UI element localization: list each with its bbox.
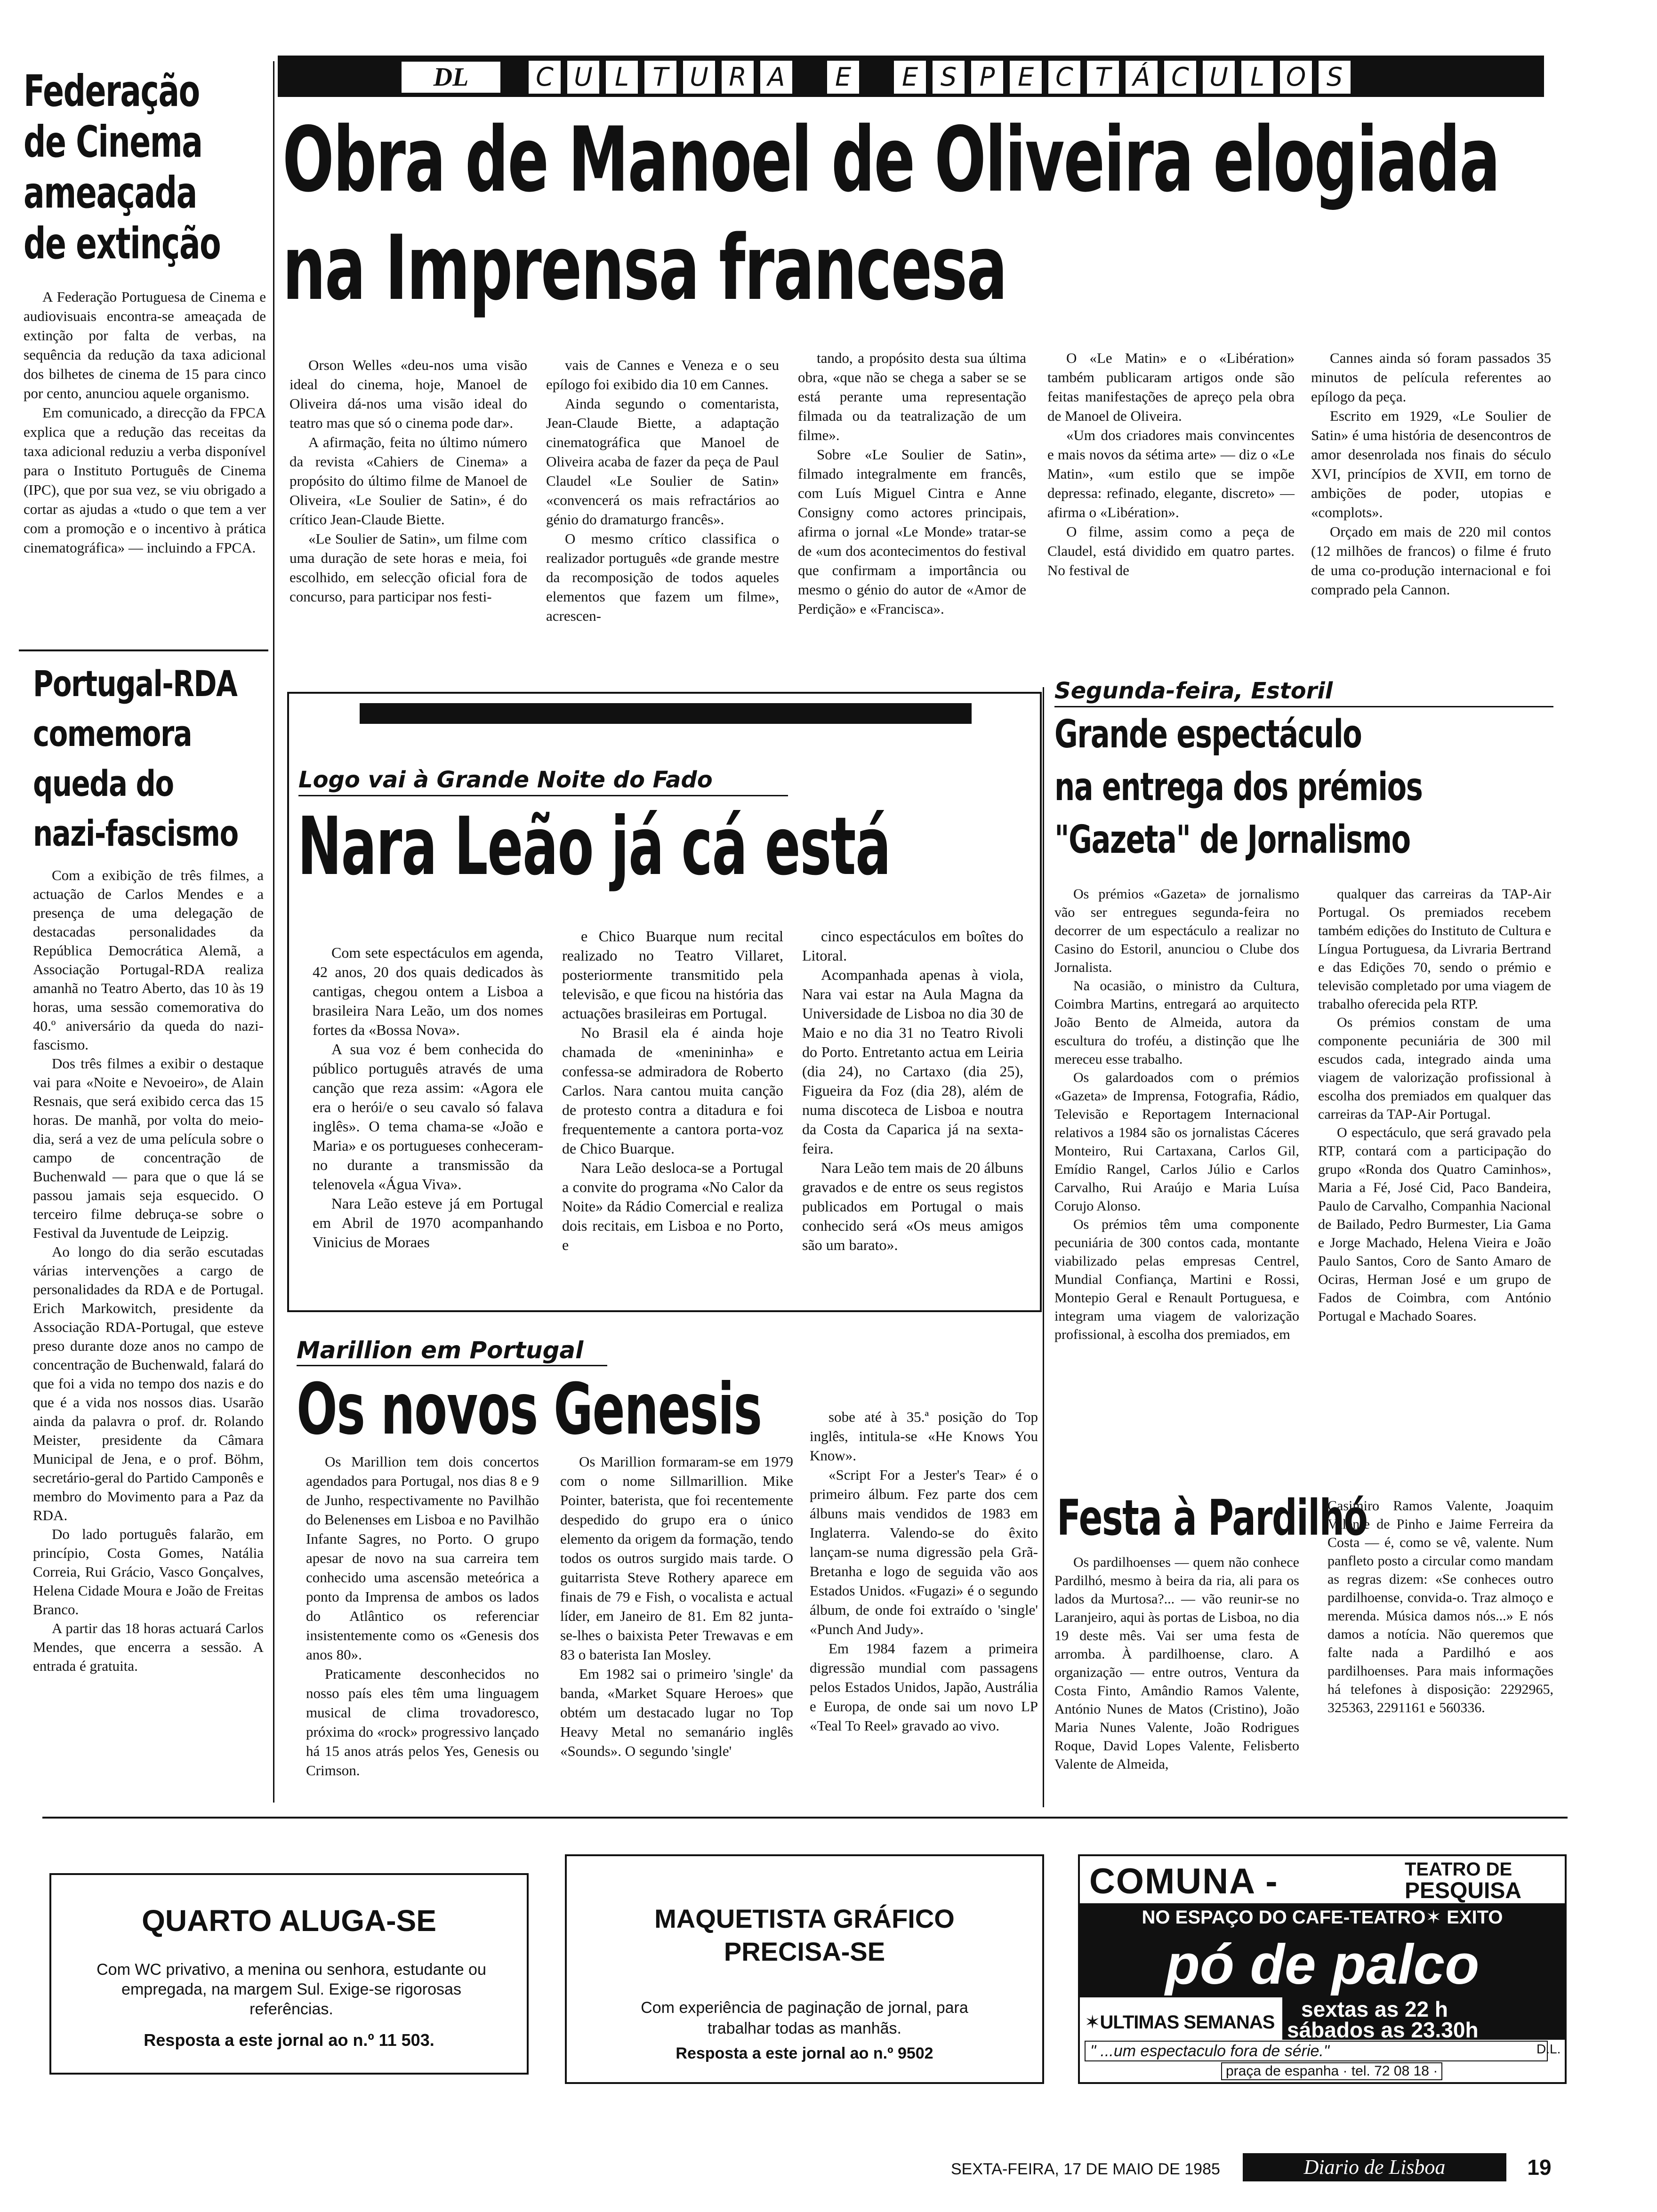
nara-column-1 [313,943,543,1252]
paragraph: Ainda segundo o comentarista, Jean-Claude Biette, a adaptação cinematográfica que Manoel de Oliveira acaba de fazer da peça de Paul Claudel «Le Soulier de Satin» «convencerá os mais refractários ao génio do dramaturgo francês». [546,395,779,528]
genesis-column-1 [306,1452,539,1780]
genesis-column-3 [810,1407,1038,1735]
paragraph: tando, a propósito desta sua última obra, «que não se chega a saber se se está perante uma representação filmada ou da teatralização de um filme». [798,350,1026,443]
comuna-sextas: sextas as 22 h [1301,1997,1448,2021]
gazeta-column-2 [1318,885,1551,1325]
portugal-rda-headline-line: comemora [33,713,192,754]
gazeta-headline [1054,708,1553,866]
paragraph: O «Le Matin» e o «Libération» também publicaram artigos onde são feitas manifestações de apreço pela obra de Manoel de Oliveira. [1047,350,1295,424]
gazeta-headline-line: "Gazeta" de Jornalismo [1054,817,1410,862]
portugal-rda-headline-line: queda do [33,762,174,804]
section-title-letter: U [682,59,716,95]
section-title-letter: E [893,59,927,95]
paragraph: Em 1982 sai o primeiro 'single' da banda, «Market Square Heroes» que obtém um destacado lugar no Top Heavy Metal no semanário inglês «Sounds». O segundo 'single' [560,1666,793,1759]
footer-page-number: 19 [1527,2155,1552,2180]
genesis-column-2 [560,1452,793,1761]
paragraph: Em 1984 fazem a primeira digressão mundial com passagens pelos Estados Unidos, Japão, Austrália e Europa, de onde sai um novo LP «Teal To Reel» gravado ao vivo. [810,1640,1038,1734]
ad-response: Resposta a este jornal ao n.º 9502 [676,2044,933,2062]
paragraph: Orçado em mais de 220 mil contos (12 milhões de francos) o filme é fruto de uma co-produção internacional e foi comprado pela Cannon. [1311,523,1551,598]
paragraph: Os prémios têm uma componente pecuniária de 300 contos cada, montante viabilizado pelas empresas Centrel, Mundial Confiança, Martini e Rossi, Montepio Geral e Renault Portuguesa, e integram uma viagem de valorização profissional, à escolha dos premiados, em [1054,1217,1299,1342]
section-masthead [278,56,1544,97]
comuna-brand: COMUNA - [1089,1861,1279,1901]
nara-kicker: Logo vai à Grande Noite do Fado [298,767,713,793]
paragraph: Cannes ainda só foram passados 35 minutos de película referentes ao epílogo da peça. [1311,350,1551,405]
ad-response: Resposta a este jornal ao n.º 11 503. [144,2030,434,2050]
nara-leao-box [287,692,1042,1312]
gazeta-headline-line: na entrega dos prémios [1054,765,1423,809]
comuna-ultimas: ✶ULTIMAS SEMANAS [1085,2012,1275,2033]
paragraph: Os Marillion formaram-se em 1979 com o nome Sillmarillion. Mike Pointer, baterista, que foi recentemente despedido do grupo era o único elemento da origem da formação, tendo todos os outros surgido mais tarde. O guitarrista Steve Rothery aparece em finais de 79 e Fish, o vocalista e actual líder, em Janeiro de 81. Em 82 junta-se-lhes o baixista Peter Trewavas e em 83 o baterista Ian Mosley. [560,1453,793,1663]
comuna-teatro: TEATRO DE [1405,1859,1512,1880]
comuna-tagline: " ...um espectaculo fora de série." [1085,2041,1548,2061]
paragraph: Nara Leão desloca-se a Portugal a convite do programa «No Calor da Noite» da Rádio Comercial e realiza dois recitais, em Lisboa e no Porto, e [562,1159,783,1253]
column-rule [1043,687,1044,1807]
federacao-headline-line: de extinção [24,218,221,269]
section-title-letter: R [720,59,755,95]
nara-column-3 [802,927,1023,1255]
gazeta-column-1 [1054,885,1299,1344]
section-title-letter: E [826,59,861,95]
black-bar [360,703,972,724]
ad-title: QUARTO ALUGA-SE [142,1904,436,1938]
paragraph: Sobre «Le Soulier de Satin», filmado integralmente em francês, com Luís Miguel Cintra e Anne Consigny como actores principais, afirma o jornal «Le Monde» tratar-se de «um dos acontecimentos do festival que confirmam a importância ou mesmo o génio do autor de «Amor de Perdição» e «Francisca». [798,446,1026,617]
paragraph: «Le Soulier de Satin», um filme com uma duração de sete horas e meia, foi escolhido, em selecção oficial fora de concurso, para participar nos festi- [290,530,527,605]
ad-maquetista [565,1854,1044,2084]
section-title-letter: T [643,59,678,95]
gazeta-headline-line: Grande espectáculo [1054,712,1362,757]
paragraph: A partir das 18 horas actuará Carlos Mendes, que encerra a sessão. A entrada é gratuita. [33,1620,264,1674]
portugal-rda-story [33,659,264,1675]
federacao-headline-line: de Cinema [24,117,202,167]
paragraph: Em comunicado, a direcção da FPCA explica que a redução das receitas da taxa adicional reduziu a verba disponível para o Instituto Português de Cinema (IPC), que por sua vez, se viu obrigado a cortar as ajudas a «tudo o que tem a ver com a promoção e o incentivo à prática cinematográfica» — incluindo a FPCA. [24,404,266,556]
comuna-dl: D.L. [1536,2042,1561,2056]
comuna-title: pó de palco [1080,1931,1565,1997]
portugal-rda-headline-line: nazi-fascismo [33,812,238,854]
paragraph: A sua voz é bem conhecida do público português através de uma canção que reza assim: «Agora ele era o herói/e o seu cavalo só falava inglês». O tema chama-se «João e Maria» e os portugueses conheceram-no durante a transmissão da telenovela «Água Viva». [313,1041,543,1193]
paragraph: Do lado português falarão, em princípio, Costa Gomes, Natália Correia, Rui Grácio, Vasco Gonçalves, Helena Cidade Moura e João de Freitas Branco. [33,1526,264,1618]
kicker-underline [1054,706,1553,707]
pardilho-column-1 [1054,1553,1299,1773]
paragraph: sobe até à 35.ª posição do Top inglês, intitula-se «He Knows You Know». [810,1409,1038,1464]
comuna-address: praça de espanha · tel. 72 08 18 · [1221,2062,1442,2080]
section-title-letter: E [1008,59,1043,95]
paragraph: «Script For a Jester's Tear» é o primeiro álbum. Fez parte dos cem álbuns mais vendidos de 1983 em Inglaterra. Valendo-se do êxito lançam-se numa digressão pela Grã-Bretanha e logo de seguida vão aos Estados Unidos. «Fugazi» é o segundo álbum, de onde foi extraído o 'single' «Punch And Judy». [810,1467,1038,1637]
lead-column-5 [1311,348,1551,599]
lead-headline-line-2: na Imprensa francesa [282,216,1007,320]
federacao-body [24,287,266,557]
section-title-letter: S [1317,59,1352,95]
paragraph: A Federação Portuguesa de Cinema e audiovisuais encontra-se ameaçada de extinção por falta de verbas, na sequência da redução da taxa adicional dos bilhetes de cinema de 15 para cinco por cento, anunciou aquele organismo. [24,289,266,401]
pardilho-column-2 [1327,1497,1553,1717]
column-rule [273,61,274,1803]
portugal-rda-headline-line: Portugal-RDA [33,663,237,705]
paragraph: Os prémios constam de uma componente pecuniária de 300 mil escudos cada, integrado ainda uma viagem de valorização profissional à escolha dos premiados em qualquer das carreiras da TAP-Air Portugal. [1318,1015,1551,1122]
footer-paper-name: Diario de Lisboa [1243,2153,1506,2181]
paragraph: Escrito em 1929, «Le Soulier de Satin» é uma história de desencontros de amor desenrolada nos finais do século XVI, princípios de XVII, em torno de ambições de poder, utopias e «complots». [1311,408,1551,521]
paragraph: Casimiro Ramos Valente, Joaquim Valente de Pinho e Jaime Ferreira da Costa — é, como se vê, valente. Num panfleto posto a circular como mandam as regras dizem: «Se conheces outro pardilhoense, convida-o. Traz almoço e merenda. Música damos nós...» E nós damos a notícia. Não queremos que falte nada a Pardilhó e aos pardilhoenses. Para mais informações há telefones à disposição: 2292965, 325363, 2291161 e 560336. [1327,1498,1553,1715]
paragraph: Orson Welles «deu-nos uma visão ideal do cinema, hoje, Manoel de Oliveira dá-nos uma visão ideal do teatro mas que só o cinema pode dar». [290,357,527,431]
paragraph: O espectáculo, que será gravado pela RTP, contará com a participação do grupo «Ronda dos Quatro Caminhos», Maria a Fé, José Cid, Paco Bandeira, Paulo de Carvalho, Companhia Nacional de Bailado, Pedro Burmester, Lia Gama e Jorge Machado, Helena Vieira e João Paulo Santos, Coro de Santo Amaro de Ociras, Herman José e um grupo de Fados de Coimbra, com António Portugal e Machado Soares. [1318,1125,1551,1324]
paragraph: Nara Leão tem mais de 20 álbuns gravados e de entre os seus registos publicados em Portugal o mais conhecido será «Os meus amigos são um barato». [802,1159,1023,1253]
paragraph: e Chico Buarque num recital realizado no Teatro Villaret, posteriormente transmitido pela televisão, e que ficou na história das actuações brasileiras em Portugal. [562,928,783,1022]
kicker-underline [297,1365,607,1366]
comuna-espaco-banner: NO ESPAÇO DO CAFE-TEATRO✶ EXITO [1080,1903,1565,1931]
section-title-letter: U [1201,59,1236,95]
paragraph: Ao longo do dia serão escutadas várias intervenções a cargo de personalidades da RDA e de Portugal. Erich Markowitch, presidente da Associação RDA-Portugal, que esteve preso durante doze anos no campo de concentração de Buchenwald, falará do que foi a vida no tempo dos nazis e do que é a vida nos nossos dias. Usarão ainda da palavra o prof. dr. Rolando Meister, presidente da Câmara Municipal de Jena, e o prof. Böhm, secretário-geral do Partido Camponês e membro do Movimento para a Paz da RDA. [33,1243,264,1523]
paragraph: Os prémios «Gazeta» de jornalismo vão ser entregues segunda-feira no decorrer de um espectáculo a realizar no Casino do Estoril, anunciou o Clube dos Jornalista. [1054,886,1299,975]
paragraph: No Brasil ela é ainda hoje chamada de «menininha» e confessa-se admiradora de Roberto Carlos. Nara cantou muita canção de protesto contra a ditadura e foi frequentemente a cantora porta-voz de Chico Buarque. [562,1024,783,1157]
nara-headline: Nara Leão já cá está [298,800,891,893]
ad-quarto-aluga-se [49,1873,529,2075]
paragraph: Os galardoados com o prémios «Gazeta» de Imprensa, Fotografia, Rádio, Televisão e Reportagem Internacional relativos a 1984 são os jornalistas Cáceres Monteiro, Rui Cartaxana, Carlos Gil, Emídio Rangel, Carlos Júlio e Carlos Carvalho, Rui Araújo e Maria Luísa Corujo Alonso. [1054,1070,1299,1214]
section-title-letter: T [1086,59,1120,95]
nara-column-2 [562,927,783,1255]
paragraph: O filme, assim como a peça de Claudel, está dividido em quatro partes. No festival de [1047,523,1295,578]
section-title-letter: P [970,59,1005,95]
ad-body: Com WC privativo, a menina ou senhora, estudante ou empregada, na margem Sul. Exige-se rigorosas referências. [97,1961,486,2018]
paragraph: Os Marillion tem dois concertos agendados para Portugal, nos dias 8 e 9 de Junho, respectivamente no Pavilhão do Belenenses em Lisboa e no Pavilhão Infante Sagres, no Porto. O grupo apesar de novo na sua carreira tem conhecido uma ascensão meteórica a ponto da Imprensa de ambos os lados do Atlântico os referenciar insistentemente como os «Genesis dos anos 80». [306,1453,539,1663]
section-title-letter: C [527,59,562,95]
kicker-underline [298,795,788,796]
section-title-letter: Á [1124,59,1159,95]
pardilho-headline: Festa à Pardilhó [1057,1489,1367,1547]
genesis-kicker: Marillion em Portugal [297,1337,584,1364]
left-column [24,66,266,557]
paragraph: cinco espectáculos em boîtes do Litoral. [802,928,1023,964]
lead-column-4 [1047,348,1295,580]
divider [19,649,268,651]
paragraph: Com sete espectáculos em agenda, 42 anos, 20 dos quais dedicados às cantigas, chegou ontem a Lisboa a brasileira Nara Leão, um dos nomes fortes da «Bossa Nova». [313,944,543,1038]
comuna-sabados: sábados as 23.30h [1287,2018,1479,2042]
comuna-pesquisa: PESQUISA [1405,1878,1522,1903]
ad-title-line-2: PRECISA-SE [724,1937,885,1966]
lead-headline-line-1: Obra de Manoel de Oliveira elogiada [282,108,1500,212]
paragraph: vais de Cannes e Veneza e o seu epílogo foi exibido dia 10 em Cannes. [546,357,779,393]
ad-body: Com experiência de paginação de jornal, para trabalhar todas as manhãs. [641,1999,968,2037]
paragraph: Nara Leão esteve já em Portugal em Abril de 1970 acompanhando Vinicius de Moraes [313,1195,543,1250]
section-title-letter: C [1047,59,1082,95]
paragraph: Na ocasião, o ministro da Cultura, Coimbra Martins, entregará ao arquitecto João Bento de Almeida, autora da escultura do troféu, a distinção que lhe mereceu esse trabalho. [1054,978,1299,1067]
section-title-letter: L [1240,59,1275,95]
section-title-letter: A [759,59,794,95]
paragraph: Acompanhada apenas à viola, Nara vai estar na Aula Magna da Universidade de Lisboa no dia 30 de Maio e no dia 31 no Teatro Rivoli do Porto. Entretanto actua em Leiria (dia 24), no Cartaxo (dia 25), Figueira da Foz (dia 28), além de numa discoteca de Lisboa e noutra da Costa da Caparica já na sexta-feira. [802,966,1023,1157]
section-title-letter: O [1279,59,1313,95]
federacao-headline-line: Federação [24,66,200,116]
paragraph: Os pardilhoenses — quem não conhece Pardilhó, mesmo à beira da ria, ali para os lados da Murtosa?... — vão reunir-se no Laranjeiro, aqui às portas de Lisboa, no dia 19 deste mês. Vai ser uma festa de arromba. À pardilhoense, claro. A organização — entre outros, Ventura da Costa Finto, Amândio Ramos Valente, António Nunes de Matos (Cristino), João Maria Nunes Valente, João Rodrigues Roque, David Lopes Valente, Felisberto Valente de Almeida, [1054,1555,1299,1772]
ad-title-line-1: MAQUETISTA GRÁFICO [654,1904,955,1933]
lead-column-1 [290,355,527,606]
portugal-rda-body [33,866,264,1675]
footer-date: SEXTA-FEIRA, 17 DE MAIO DE 1985 [951,2160,1220,2178]
paragraph: qualquer das carreiras da TAP-Air Portugal. Os premiados recebem também edições do Instituto de Cultura e Língua Portuguesa, da Livraria Bertrand e das Edições 70, sendo o prémio e televisão completado por uma viagem de trabalho oferecida pela RTP. [1318,886,1551,1012]
paragraph: O mesmo crítico classifica o realizador português «de grande mestre da recomposição de todos aqueles elementos que fazem um filme», acrescen- [546,530,779,624]
dl-logo: DL [400,60,502,94]
paragraph: «Um dos criadores mais convincentes e mais novos da sétima arte» — diz o «Le Matin», «um estilo que se impõe depressa: refinado, elegante, discreto» — afirma o «Libération». [1047,427,1295,521]
lead-column-3 [798,348,1026,618]
federacao-headline-line: ameaçada [24,168,197,218]
section-title-letter: C [1163,59,1198,95]
paragraph: A afirmação, feita no último número da revista «Cahiers de Cinema» a propósito do último filme de Manoel de Oliveira, «Le Soulier de Satin», é do crítico Jean-Claude Biette. [290,434,527,528]
section-title-letter: S [931,59,966,95]
ad-comuna [1078,1854,1567,2084]
genesis-headline: Os novos Genesis [297,1369,762,1451]
lead-column-2 [546,355,779,625]
paragraph: Praticamente desconhecidos no nosso país eles têm uma linguagem musical de clima trovadoresco, próxima do «rock» progressivo lançado há 15 anos atrás pelos Yes, Genesis ou Crimson. [306,1666,539,1779]
lead-headline [282,106,1553,322]
paragraph: Dos três filmes a exibir o destaque vai para «Noite e Nevoeiro», de Alain Resnais, que será exibido cerca das 15 horas. De manhã, por volta do meio-dia, será a vez de uma película sobre o campo de concentração de Buchenwald — para que o que lá se passou jamais seja esquecido. O terceiro filme debruça-se sobre o Festival da Juventude de Leipzig. [33,1055,264,1241]
section-title-letter: U [566,59,601,95]
portugal-rda-headline [33,659,264,866]
section-title-letter: L [604,59,639,95]
gazeta-kicker: Segunda-feira, Estoril [1054,678,1333,704]
federacao-headline [24,66,266,287]
paragraph: Com a exibição de três filmes, a actuação de Carlos Mendes e a presença de uma delegação de destacadas personalidades da República Democrática Alemã, a Associação Portugal-RDA realiza amanhã no Teatro Aberto, das 10 às 19 horas, uma sessão comemorativa do 40.º aniversário da queda do nazi-fascismo. [33,867,264,1053]
divider [42,1817,1568,1819]
